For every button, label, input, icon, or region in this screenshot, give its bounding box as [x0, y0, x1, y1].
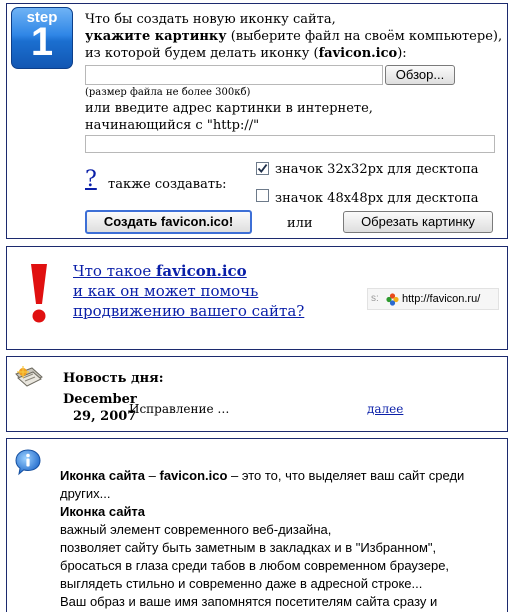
- address-url: http://favicon.ru/: [402, 293, 481, 305]
- favicon-info-panel: [6, 246, 508, 350]
- checkbox-32px[interactable]: [256, 162, 269, 175]
- about-dash: –: [145, 468, 160, 483]
- image-url-input[interactable]: [85, 135, 495, 153]
- newspaper-icon: [14, 365, 44, 391]
- step-badge: [11, 7, 73, 69]
- favicon-info-line2: и как он может помочь: [73, 282, 259, 300]
- also-create-label: также создавать:: [108, 177, 227, 192]
- checkbox-32px-label: значок 32x32px для десктопа: [275, 162, 479, 177]
- news-heading: Новость дня:: [63, 371, 164, 386]
- checkmark-icon: [257, 163, 268, 174]
- url-instruction-line2: начинающийся с "http://": [85, 118, 260, 133]
- help-icon[interactable]: ?: [85, 167, 97, 192]
- favicon-info-bold: favicon.ico: [155, 262, 247, 280]
- about-rest-1: – это то, что выделяет ваш сайт среди: [227, 468, 465, 483]
- url-instruction-line1: или введите адрес картинки в интернете,: [85, 101, 373, 116]
- step-badge-word: step: [26, 9, 58, 26]
- upload-instruction-prefix: из которой будем делать иконку (: [85, 46, 319, 61]
- news-panel: [6, 356, 508, 432]
- favicon-info-line3: продвижению вашего сайта?: [73, 302, 305, 320]
- address-prefix: s:: [371, 293, 379, 304]
- clover-favicon-icon: [386, 293, 399, 306]
- checkbox-48px-label: значок 48x48px для десктопа: [275, 191, 479, 206]
- about-line-5: бросаться в глаза среди табов в любом современном браузере,: [60, 558, 450, 573]
- create-favicon-button[interactable]: Создать favicon.ico!: [85, 210, 252, 234]
- about-text: [60, 467, 464, 611]
- upload-instruction-bold: укажите картинку: [85, 29, 227, 44]
- favicon-info-link[interactable]: [73, 261, 304, 321]
- file-path-input[interactable]: [85, 65, 383, 85]
- or-label: или: [287, 216, 313, 231]
- about-line-6: выглядеть стильно и современно даже в адресной строке...: [60, 576, 423, 591]
- upload-instruction-line1: Что бы создать новую иконку сайта,: [85, 12, 336, 27]
- about-subheading: Иконка сайта: [60, 504, 146, 519]
- info-icon: [14, 448, 42, 476]
- favicon-info-prefix: Что такое: [73, 262, 156, 280]
- news-text: Исправление …: [129, 402, 230, 416]
- checkbox-48px[interactable]: [256, 189, 269, 202]
- exclamation-icon: [28, 264, 50, 324]
- about-bold-1: Иконка сайта: [60, 468, 146, 483]
- upload-panel: [6, 3, 508, 239]
- upload-instruction-line3: [85, 46, 407, 61]
- about-panel: [6, 438, 508, 612]
- about-line-7: Ваш образ и ваше имя запомнятся посетителям сайта сразу и: [60, 594, 438, 609]
- news-date-line2: 29, 2007: [73, 409, 137, 424]
- about-line-3: важный элемент современного веб-дизайна,: [60, 522, 332, 537]
- address-bar-sample: [367, 288, 499, 310]
- favicon-info-line1: [73, 261, 304, 281]
- news-date-line1: December: [63, 392, 137, 407]
- upload-instruction-rest: (выберите файл на своём компьютере),: [226, 29, 503, 44]
- file-size-note: (размер файла не более 300кб): [85, 87, 251, 98]
- about-line-1: [60, 467, 464, 485]
- news-more-link[interactable]: далее: [367, 402, 404, 416]
- about-line-2: других...: [60, 486, 111, 501]
- upload-instruction-line2: [85, 29, 502, 44]
- browse-button[interactable]: Обзор...: [385, 65, 455, 85]
- upload-instruction-suffix: ):: [397, 46, 407, 61]
- about-bold-2: favicon.ico: [159, 468, 228, 483]
- upload-filename-bold: favicon.ico: [318, 46, 398, 61]
- crop-image-button[interactable]: Обрезать картинку: [343, 211, 493, 233]
- step-badge-number: 1: [30, 20, 54, 64]
- about-line-4: позволяет сайту быть заметным в закладках и в "Избранном",: [60, 540, 437, 555]
